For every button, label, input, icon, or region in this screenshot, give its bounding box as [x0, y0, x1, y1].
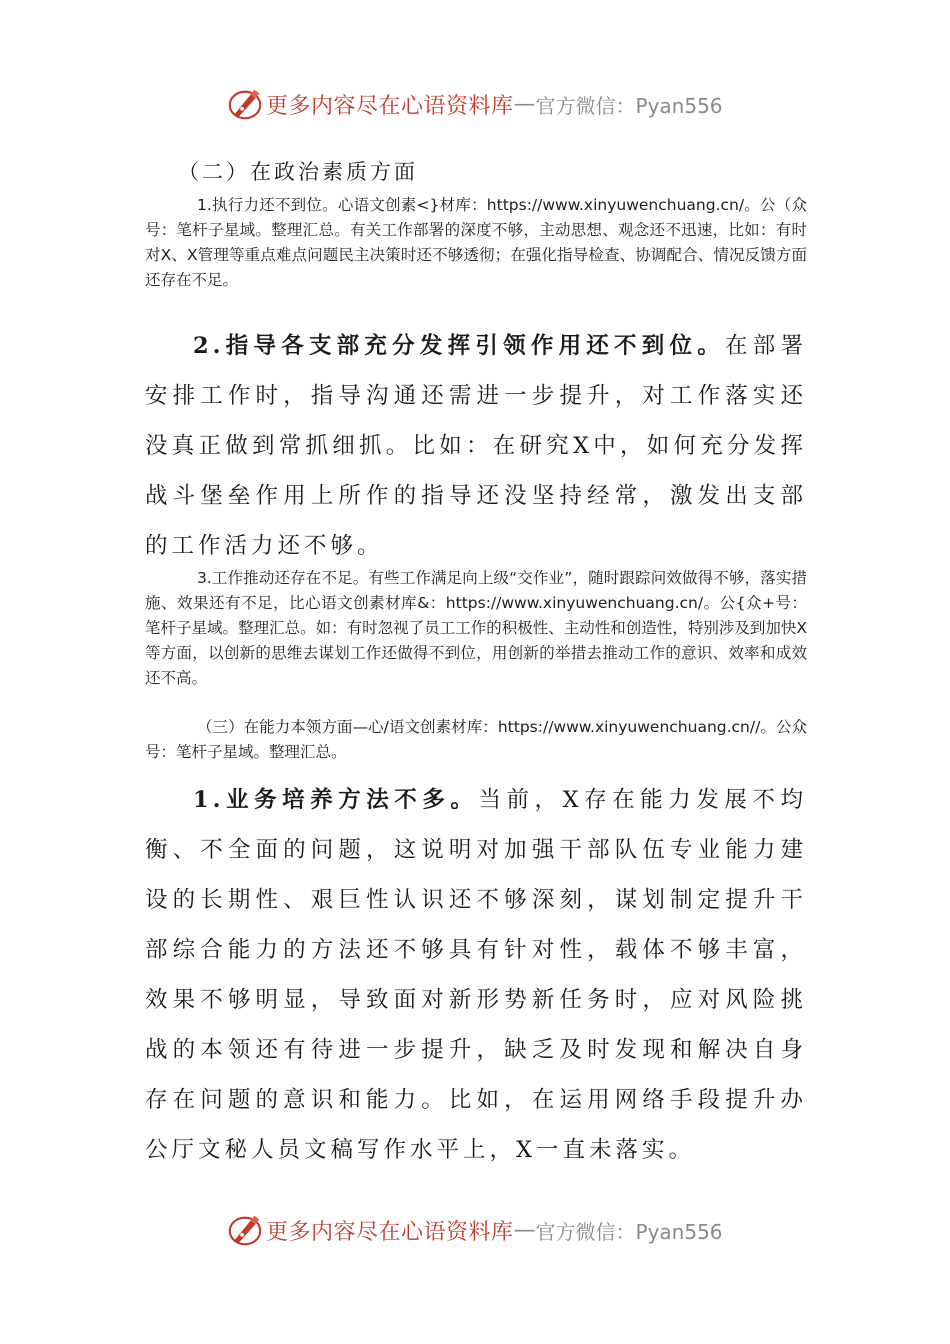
- header-banner: [226, 84, 723, 124]
- ad-contact: 官方微信：Pyan556: [535, 93, 723, 118]
- paragraph-item-3-text: 3.工作推动还存在不足。有些工作满足向上级“交作业”，随时跟踪问效做得不够，落实措施、效果还有不足，比心语文创素材库&：https://www.xinyuwenchuang.cn/。公{众+号：笔杆子星域。整理汇总。如：有时忽视了员工工作的积极性、主动性和创造性，特别涉及到加快X等方面，以创新的思维去谋划工作还做得不到位，用创新的举措去推动工作的意识、效率和成效还不高。: [145, 569, 807, 687]
- section-heading-ability-text: （三）在能力本领方面—心/语文创素材库：https://www.xinyuwenchuang.cn//。公众号：笔杆子星域。整理汇总。: [145, 718, 807, 761]
- paragraph-ability-1: [145, 775, 807, 1175]
- paragraph-ability-1-text: 当前，X存在能力发展不均衡、不全面的问题，这说明对加强干部队伍专业能力建设的长期性、艰巨性认识还不够深刻，谋划制定提升干部综合能力的方法还不够具有针对性，载体不够丰富，效果不够明显，导致面对新形势新任务时，应对风险挑战的本领还有待进一步提升，缺乏及时发现和解决自身存在问题的意识和能力。比如，在运用网络手段提升办公厅文秘人员文稿写作水平上，X一直未落实。: [145, 787, 807, 1163]
- paragraph-item-2-title: 2.指导各支部充分发挥引领作用还不到位。: [193, 333, 725, 359]
- ad-separator: —: [513, 1217, 536, 1243]
- paragraph-item-1-text: 1.执行力还不到位。心语文创素<}材库：https://www.xinyuwenchuang.cn/。公（众号：笔杆子星域。整理汇总。有关工作部署的深度不够，主动思想、观念还不迅速，比如：有时对X、X管理等重点难点问题民主决策时还不够透彻；在强化指导检查、协调配合、情况反馈方面还存在不足。: [145, 196, 807, 289]
- footer-banner: [226, 1210, 723, 1250]
- pen-nib-logo-icon: [226, 85, 264, 123]
- paragraph-item-2-text: 在部署安排工作时，指导沟通还需进一步提升，对工作落实还没真正做到常抓细抓。比如：在研究X中，如何充分发挥战斗堡垒作用上所作的指导还没坚持经常，激发出支部的工作活力还不够。: [145, 333, 807, 559]
- ad-text: 更多内容尽在心语资料库: [266, 1219, 514, 1245]
- section-heading-ability: [145, 715, 807, 765]
- paragraph-item-1: [145, 193, 807, 293]
- ad-separator: —: [513, 91, 536, 117]
- section-heading-politics: （二）在政治素质方面: [178, 160, 418, 184]
- ad-text: 更多内容尽在心语资料库: [266, 93, 514, 119]
- ad-contact: 官方微信：Pyan556: [535, 1219, 723, 1244]
- paragraph-item-2: [145, 321, 807, 571]
- pen-nib-logo-icon: [226, 1211, 264, 1249]
- paragraph-ability-1-title: 1.业务培养方法不多。: [193, 787, 479, 813]
- paragraph-item-3: [145, 566, 807, 691]
